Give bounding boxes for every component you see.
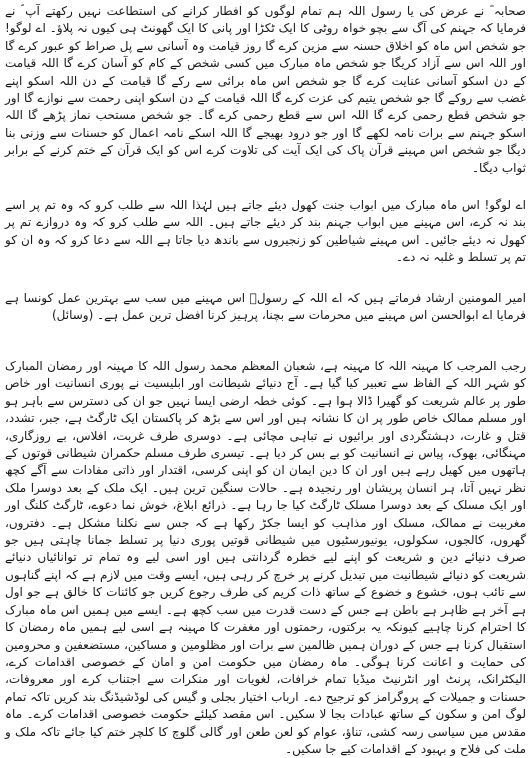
paragraph-best-deed: امیر المومنین ارشاد فرماتے ہیں کہ اے اللہ کے رسولؐ اس مہینے میں سب سے بہترین عمل کونسا ہے فرمایا اے ابوالحسن اس مہینے میں محرمات سے بچنا، پرہیز کرنا افضل ترین عمل ہے۔ (وسائل) — [5, 291, 526, 323]
paragraph-ramadan-message: رجب المرجب کا مہینہ اللہ کا مہینہ ہے، شعبان المعظم محمد رسول اللہ کا مہینہ اور رمضان المبارک کو شہر اللہ کے الفاظ سے تعبیر کیا گیا ہے۔ آج دنیائے شیطانت اور ابلیسیت نے پوری انسانیت اور خاص طور پر عالم شریعت کو گھیرا ڈالا ہوا ہے۔ کوئی خطہ ارضی ایسا نہیں جو ان کی دسترس سے باہر ہو اور مسلم ممالک خاص طور پر ان کا نشانہ ہیں اور اس سے بڑھ کر پاکستان ایک ٹارگٹ ہے، جبر، تشدد، قتل و غارت، دہشتگردی اور برائیوں نے تباہی مچائی ہے۔ دوسری طرف غربت، افلاس، بے روزگاری، مہنگائی، بھوک، پیاس نے انسانیت کو بے بس کر دیا ہے۔ تیسری طرف مسلم حکمران شیطانی قوتوں کے ہاتھوں میں کھیل رہے ہیں اور ان کا دین ایمان ان کو اپنی کرسی، اقتدار اور ذاتی مفادات سے آگے کچھ نظر نہیں آتا، ہر انسان پریشان اور رنجیدہ ہے۔ حالات سنگین ترین ہیں۔ ایک ملک کے بعد دوسرا ملک اور ایک مسلک کے بعد دوسرا مسلک ٹارگٹ کیا جا رہا ہے۔ ذرائع ابلاغ، خوش نما دعوے، ٹارگٹ کلنگ اور مغربیت نے ممالک، مسلک اور مذاہب کو ایسا جکڑ رکھا ہے کہ جس سے نکلنا مشکل ہے۔ دفتروں، گھروں، کالجوں، سکولوں، یونیورسٹیوں میں شیطانی قوتیں پوری دنیا پر تسلط جمانا چاہتی ہیں جو صرف دنیائے دین و شریعت کو اپنے لیے خطرہ گردانتی ہیں اور اسی لیے وہ تمام تر توانائیاں دنیائے شریعت کو دنیائے شیطانیت میں تبدیل کرنے پر خرچ کر رہی ہیں، ایسے وقت میں لازم ہے کہ اپنے گناہوں سے تائب ہوں، خشوع و خضوع کے ساتھ ذات کریم کی طرف رجوع کریں جو کائنات کا خالق ہے جو اول ہے آخر ہے ظاہر ہے باطن ہے جس کے دست قدرت میں سب کچھ ہے۔ ایسے میں ہمیں اس ماہ مبارک کا احترام کرنا چاہیے کیونکہ یہ برکتوں، رحمتوں اور مغفرت کا مہینہ ہے اسی لیے ہمیں ماہ رمضان کا استقبال کرنا ہے جس کے دوران ہمیں ظالمین سے برات اور مظلومین و مساکین، مستضعفین و محرومین کی حمایت و اعانت کرنا ہوگی۔ ماہ رمضان میں حکومت امن و امان کے خصوصی اقدامات کرے، الیکٹرانک، پرنٹ اور انٹرنیٹ میڈیا تمام خرافات، لغویات اور منکرات سے اجتناب کرے اور معروفات، حسنات و جمیلات کے پروگرامز کو ترجیح دے۔ ارباب اختیار بجلی و گیس کی لوڈشیڈنگ بند کریں تاکہ تمام لوگ امن و سکون کے ساتھ عبادات بجا لا سکیں۔ اس مقصد کیلئے حکومت خصوصی اقدامات کرے۔ ماہ مقدس میں سیاسی رسہ کشی، تناؤ، عوام کو لعن طعن اور گالی گلوچ کا کلچر ختم کیا جائے تاکہ ملک و ملت کی فلاح و بہبود کے اقدامات کیے جا سکیں۔ — [5, 359, 526, 756]
paragraph-hadith: صحابہ ؓ نے عرض کی یا رسول اللہ ہم تمام لوگوں کو افطار کرانے کی استطاعت نہیں رکھتے آپ ؐ نے فرمایا کہ جہنم کی آگ سے بچو خواہ روٹی کا ایک ٹکڑا اور پانی کا ایک گھونٹ ہی کیوں نہ پلاؤ۔ اے لوگو! جو شخص اس ماہ کو اخلاق حسنہ سے مزین کرے گا روز قیامت وہ آسانی سے پل صراط کو عبور کرے گا اور اللہ اس سے آزاد کریگا جو شخص ماہ مبارک میں کسی شخص کے کام کو آسان کرے گا اللہ قیامت کے دن اسکو آسانی عنایت کرے گا جو شخص اس ماہ برائی سے رکے گا قیامت کے دن اللہ اسکو اپنے غضب سے روکے گا جو شخص یتیم کی عزت کرے گا اللہ قیامت کے دن اسکو اپنی رحمت سے نوازے گا اور جو شخص قطع رحمی کرے گا اللہ اس سے قطع رحمی کرے گا۔ جو شخص مستحب نماز پڑھے گا اللہ اسکو جہنم سے برات نامہ لکھے گا اور جو درود بھیجے گا اللہ اسکے نامہ اعمال کو حسنات سے وزنی بنا دیگا جو شخص اس مہینے قرآن پاک کی ایک آیت کی تلاوت کرے اس کو ایک قرآن کے ختم کرنے کے برابر ثواب دیگا۔ — [5, 4, 526, 175]
paragraph-jannah-doors: اے لوگو! اس ماہ مبارک میں ابواب جنت کھول دیئے جاتے ہیں لہٰذا اللہ سے طلب کرو کہ وہ تم پر اسے بند نہ کرے، اس مہینے میں ابواب جہنم بند کر دیئے جاتے ہیں۔ اللہ سے طلب کرو کہ وہ دروازے تم پر کھول نہ دیئے جائیں۔ اس مہینے شیاطین کو زنجیروں سے باندھ دیا جاتا ہے اللہ سے دعا کرو کہ وہ ان کو تم پر تسلط و غلبہ نہ دے۔ — [5, 198, 526, 265]
